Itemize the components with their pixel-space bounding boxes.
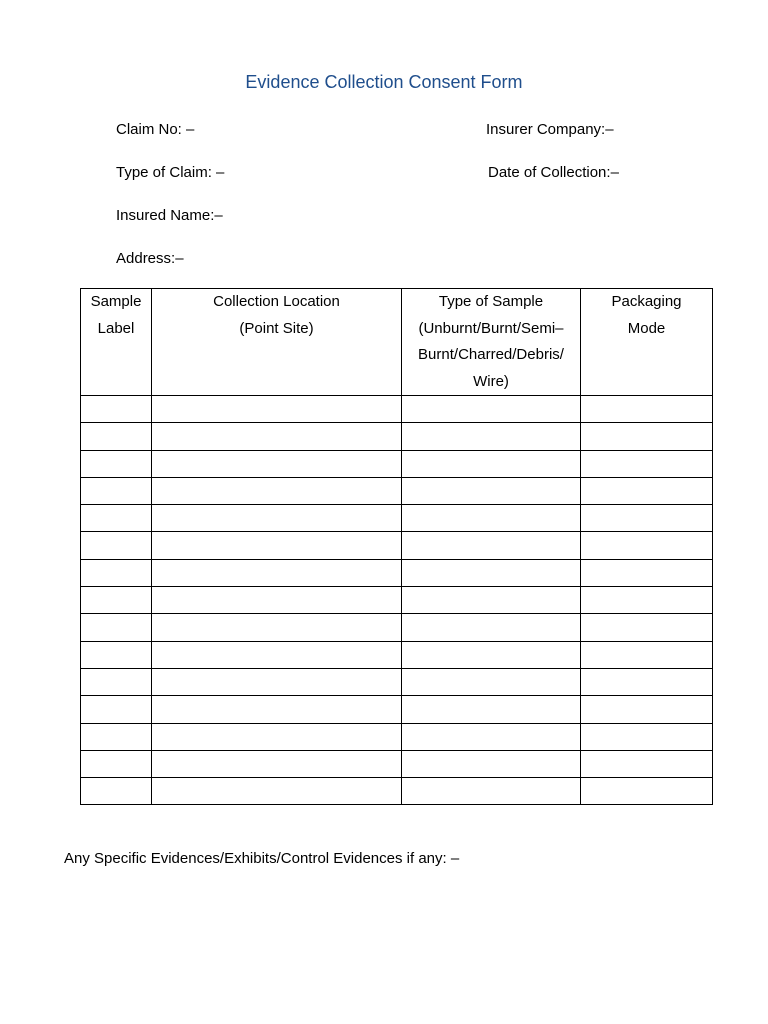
insurer-company-field[interactable]: Insurer Company:– <box>486 121 614 138</box>
table-cell[interactable] <box>152 559 402 586</box>
table-cell[interactable] <box>152 587 402 614</box>
header-line: (Unburnt/Burnt/Semi– <box>418 319 564 337</box>
header-line: (Point Site) <box>239 319 314 337</box>
claim-no-field[interactable]: Claim No: – <box>116 121 195 138</box>
table-row <box>81 396 713 423</box>
table-cell[interactable] <box>402 396 581 423</box>
table-cell[interactable] <box>81 532 152 559</box>
table-cell[interactable] <box>581 614 713 641</box>
table-cell[interactable] <box>402 668 581 695</box>
table-row <box>81 505 713 532</box>
table-cell[interactable] <box>81 641 152 668</box>
table-cell[interactable] <box>581 450 713 477</box>
table-cell[interactable] <box>81 778 152 805</box>
table-row <box>81 423 713 450</box>
table-cell[interactable] <box>402 723 581 750</box>
table-row <box>81 696 713 723</box>
form-title: Evidence Collection Consent Form <box>245 72 523 92</box>
table-cell[interactable] <box>81 505 152 532</box>
header-type-of-sample <box>402 289 581 396</box>
header-line: Sample <box>90 293 142 310</box>
table-cell[interactable] <box>581 559 713 586</box>
table-cell[interactable] <box>81 696 152 723</box>
table-cell[interactable] <box>152 668 402 695</box>
header-line: Mode <box>627 319 666 337</box>
table-cell[interactable] <box>581 423 713 450</box>
table-cell[interactable] <box>81 396 152 423</box>
header-line: Label <box>97 319 135 337</box>
table-cell[interactable] <box>581 668 713 695</box>
table-cell[interactable] <box>152 778 402 805</box>
table-cell[interactable] <box>402 778 581 805</box>
header-collection-location <box>152 289 402 396</box>
table-cell[interactable] <box>402 641 581 668</box>
date-of-collection-field[interactable]: Date of Collection:– <box>488 164 619 181</box>
table-cell[interactable] <box>402 750 581 777</box>
table-cell[interactable] <box>152 723 402 750</box>
table-row <box>81 477 713 504</box>
header-sample-label <box>81 289 152 396</box>
table-row <box>81 614 713 641</box>
table-row <box>81 587 713 614</box>
table-cell[interactable] <box>402 614 581 641</box>
header-line: Type of Sample <box>438 293 544 310</box>
table-cell[interactable] <box>152 696 402 723</box>
table-row <box>81 450 713 477</box>
table-row <box>81 559 713 586</box>
table-row <box>81 532 713 559</box>
table-cell[interactable] <box>402 587 581 614</box>
table-body <box>81 396 713 805</box>
table-cell[interactable] <box>81 477 152 504</box>
table-cell[interactable] <box>581 750 713 777</box>
table-cell[interactable] <box>152 505 402 532</box>
evidence-table <box>80 288 713 805</box>
table-cell[interactable] <box>81 750 152 777</box>
table-cell[interactable] <box>152 614 402 641</box>
address-field[interactable]: Address:– <box>116 250 184 267</box>
table-row <box>81 668 713 695</box>
table-cell[interactable] <box>402 477 581 504</box>
header-line: Collection Location <box>213 293 340 310</box>
header-line: Wire) <box>473 372 509 390</box>
table-cell[interactable] <box>402 696 581 723</box>
table-cell[interactable] <box>152 750 402 777</box>
header-line: Burnt/Charred/Debris/ <box>418 346 564 363</box>
table-cell[interactable] <box>402 423 581 450</box>
table-cell[interactable] <box>581 532 713 559</box>
table-cell[interactable] <box>581 505 713 532</box>
table-cell[interactable] <box>152 641 402 668</box>
table-cell[interactable] <box>81 587 152 614</box>
table-cell[interactable] <box>152 450 402 477</box>
header-packaging-mode <box>581 289 713 396</box>
table-cell[interactable] <box>152 532 402 559</box>
table-cell[interactable] <box>402 559 581 586</box>
table-cell[interactable] <box>81 450 152 477</box>
table-cell[interactable] <box>402 532 581 559</box>
table-cell[interactable] <box>581 723 713 750</box>
header-line: Packaging <box>611 293 682 310</box>
table-cell[interactable] <box>152 423 402 450</box>
table-cell[interactable] <box>581 641 713 668</box>
table-cell[interactable] <box>81 423 152 450</box>
table-row <box>81 723 713 750</box>
table-cell[interactable] <box>581 778 713 805</box>
table-header-row <box>81 289 713 396</box>
table-cell[interactable] <box>152 396 402 423</box>
table-cell[interactable] <box>402 505 581 532</box>
table-row <box>81 750 713 777</box>
table-cell[interactable] <box>581 587 713 614</box>
table-cell[interactable] <box>581 396 713 423</box>
table-cell[interactable] <box>152 477 402 504</box>
type-of-claim-field[interactable]: Type of Claim: – <box>116 164 225 181</box>
table-cell[interactable] <box>402 450 581 477</box>
table-cell[interactable] <box>81 723 152 750</box>
table-cell[interactable] <box>81 559 152 586</box>
table-row <box>81 778 713 805</box>
table-cell[interactable] <box>81 668 152 695</box>
table-row <box>81 641 713 668</box>
insured-name-field[interactable]: Insured Name:– <box>116 207 223 224</box>
specific-evidences-field[interactable]: Any Specific Evidences/Exhibits/Control Evidences if any: – <box>64 850 460 867</box>
table-cell[interactable] <box>581 696 713 723</box>
table-cell[interactable] <box>81 614 152 641</box>
table-cell[interactable] <box>581 477 713 504</box>
